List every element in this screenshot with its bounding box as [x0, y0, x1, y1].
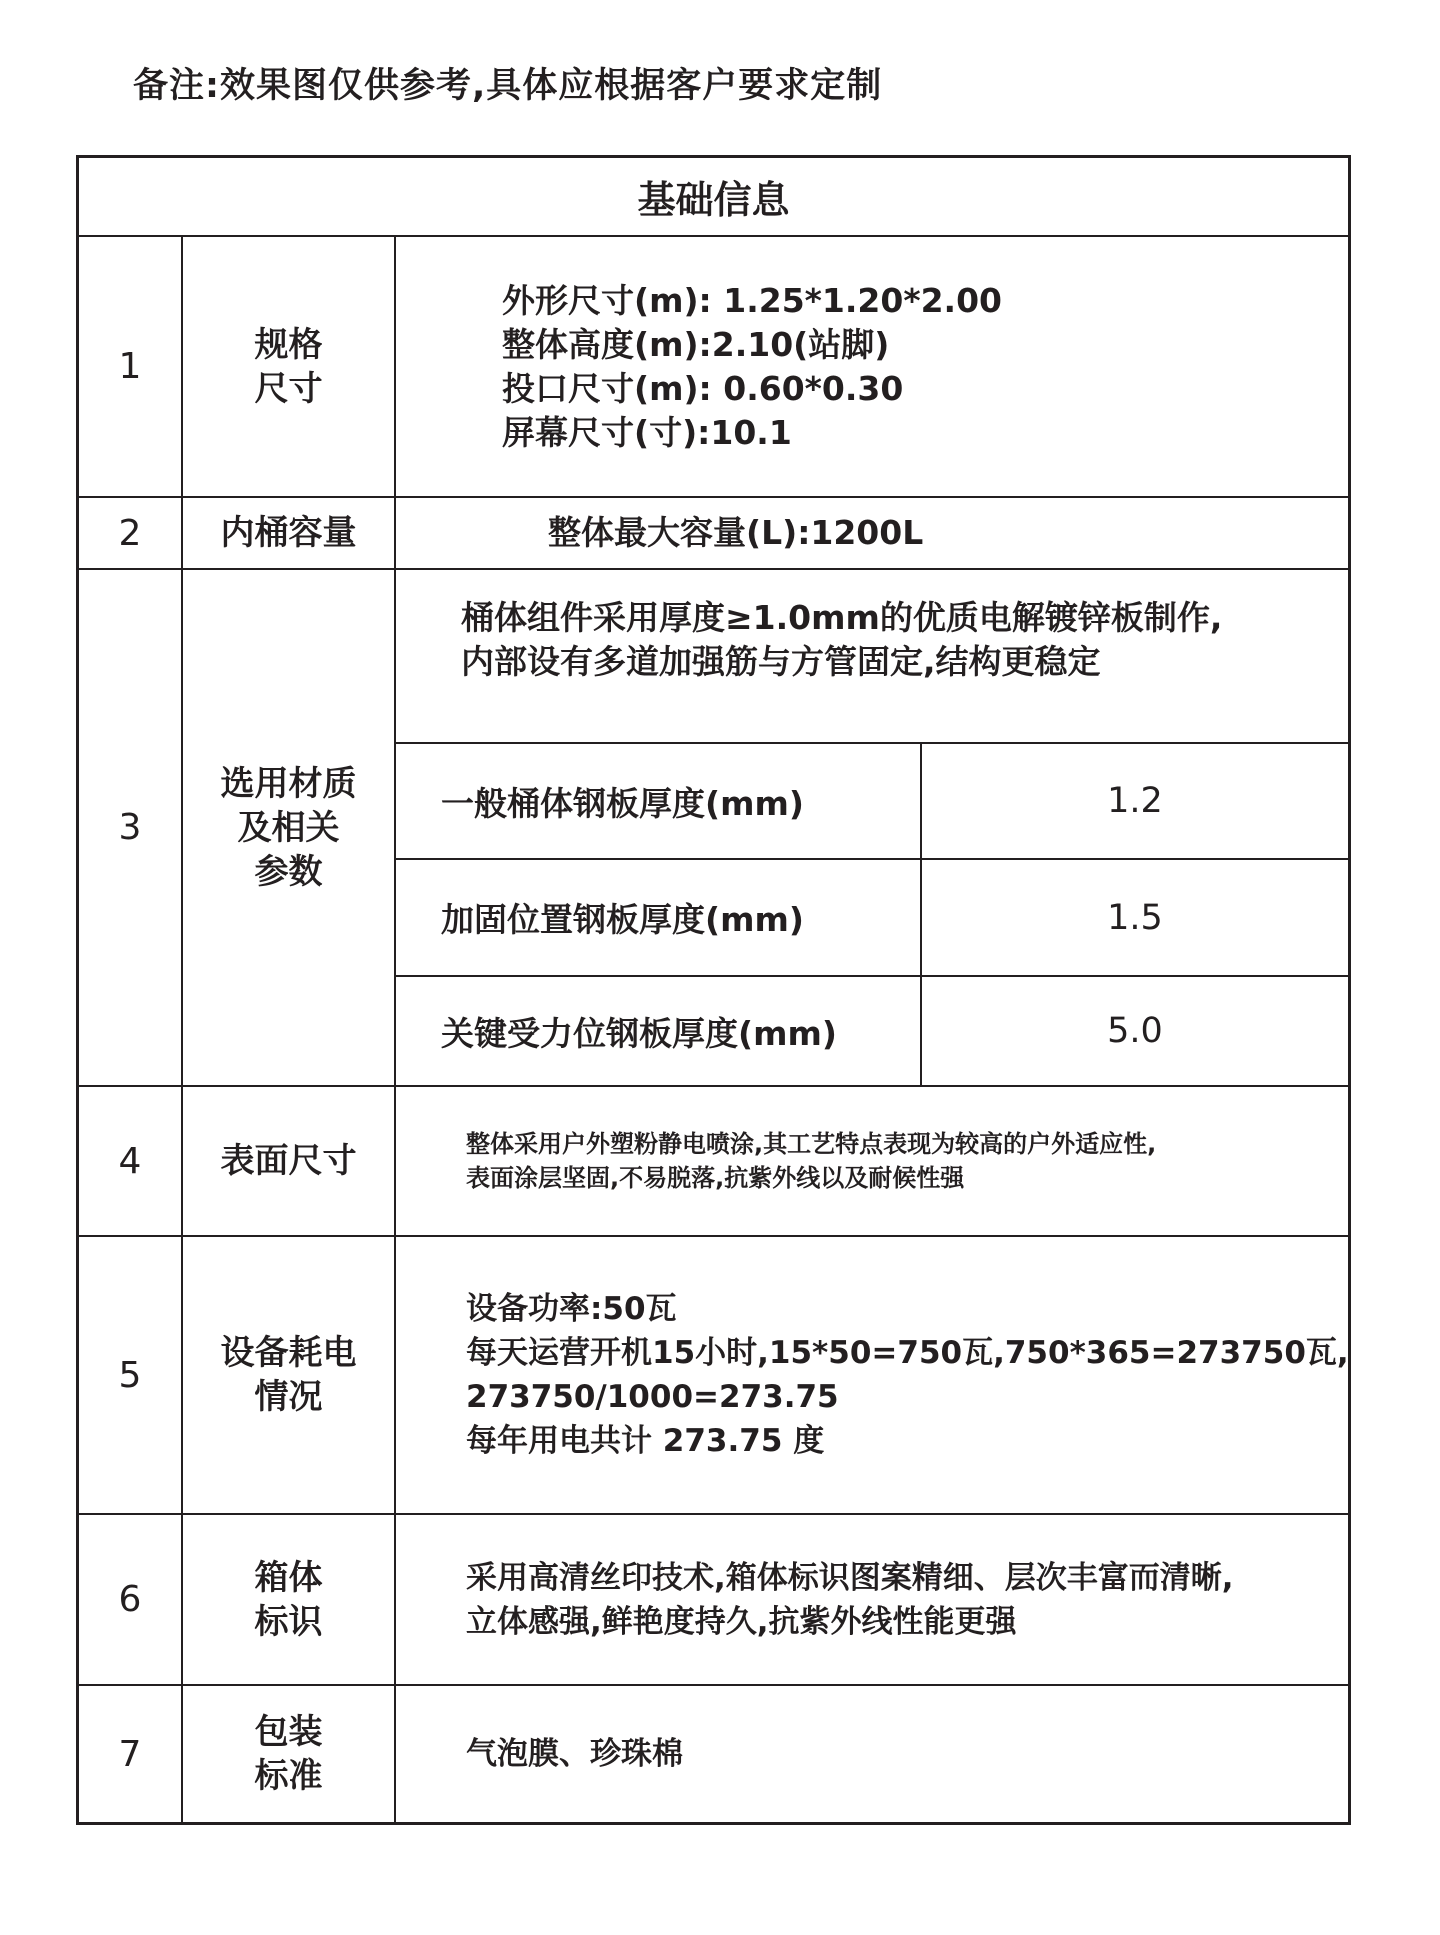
row-number: 2 [118, 512, 142, 554]
row-content: 气泡膜、珍珠棉 [466, 1736, 683, 1772]
row-label: 选用材质 及相关 参数 [220, 763, 357, 892]
row-content-cell [396, 237, 1348, 496]
sub-row-value-cell [922, 977, 1348, 1085]
row-number: 4 [118, 1140, 142, 1182]
note-text: 备注:效果图仅供参考,具体应根据客户要求定制 [133, 66, 883, 106]
sub-row-value: 5.0 [1107, 1011, 1163, 1051]
sub-row-name-cell [396, 977, 920, 1085]
row-label-cell [183, 570, 394, 1085]
row-number-cell [79, 498, 181, 568]
row-number-cell [79, 1237, 181, 1513]
row-content: 整体采用户外塑粉静电喷涂,其工艺特点表现为较高的户外适应性, 表面涂层坚固,不易脱落,抗紫外线以及耐候性强 [466, 1130, 1157, 1192]
row-number-cell [79, 1515, 181, 1684]
row-label: 设备耗电 情况 [220, 1333, 357, 1417]
row-content: 设备功率:50瓦 每天运营开机15小时,15*50=750瓦,750*365=273750瓦, 273750/1000=273.75 每年用电共计 273.75 度 [466, 1291, 1349, 1459]
row-content-cell [396, 1237, 1348, 1513]
row-content: 桶体组件采用厚度≥1.0mm的优质电解镀锌板制作, 内部设有多道加强筋与方管固定,结构更稳定 [461, 598, 1223, 681]
row-label: 内桶容量 [220, 513, 357, 553]
row-label: 箱体 标识 [254, 1557, 323, 1642]
sub-row-value: 1.5 [1107, 897, 1163, 938]
row-content-cell [396, 1515, 1348, 1684]
row-number: 1 [118, 346, 142, 387]
spec-table [76, 155, 1351, 1825]
row-number-cell [79, 570, 181, 1085]
row-label: 表面尺寸 [220, 1141, 357, 1181]
sub-row-name: 加固位置钢板厚度(mm) [441, 900, 804, 939]
row-content-cell [396, 498, 1348, 568]
row-content: 整体最大容量(L):1200L [548, 513, 924, 552]
row-number-cell [79, 1087, 181, 1235]
sub-row-value: 1.2 [1107, 781, 1163, 821]
sub-row-name: 关键受力位钢板厚度(mm) [441, 1013, 837, 1053]
row-content: 采用高清丝印技术,箱体标识图案精细、层次丰富而清晰, 立体感强,鲜艳度持久,抗紫外线性能更强 [466, 1559, 1234, 1640]
row-label-cell [183, 1515, 394, 1684]
row-label-cell [183, 498, 394, 568]
row-number-cell [79, 1686, 181, 1822]
row-label: 包装 标准 [254, 1712, 323, 1796]
sub-row-name-cell [396, 744, 920, 858]
sub-row-name: 一般桶体钢板厚度(mm) [441, 783, 804, 823]
sub-row-value-cell [922, 744, 1348, 858]
sub-row-value-cell [922, 860, 1348, 975]
row-content-cell [396, 570, 1348, 742]
table-title-cell [79, 158, 1348, 235]
row-label-cell [183, 1237, 394, 1513]
row-number: 5 [118, 1354, 142, 1396]
row-number: 3 [118, 807, 142, 848]
row-number: 7 [118, 1733, 142, 1775]
row-label-cell [183, 237, 394, 496]
table-title: 基础信息 [637, 178, 790, 222]
row-content: 外形尺寸(m): 1.25*1.20*2.00 整体高度(m):2.10(站脚) 投口尺寸(m): 0.60*0.30 屏幕尺寸(寸):10.1 [502, 280, 1003, 452]
row-number-cell [79, 237, 181, 496]
row-label-cell [183, 1087, 394, 1235]
row-content-cell [396, 1087, 1348, 1235]
row-number: 6 [118, 1579, 142, 1620]
row-content-cell [396, 1686, 1348, 1822]
sub-row-name-cell [396, 860, 920, 975]
row-label-cell [183, 1686, 394, 1822]
row-label: 规格 尺寸 [254, 324, 323, 409]
